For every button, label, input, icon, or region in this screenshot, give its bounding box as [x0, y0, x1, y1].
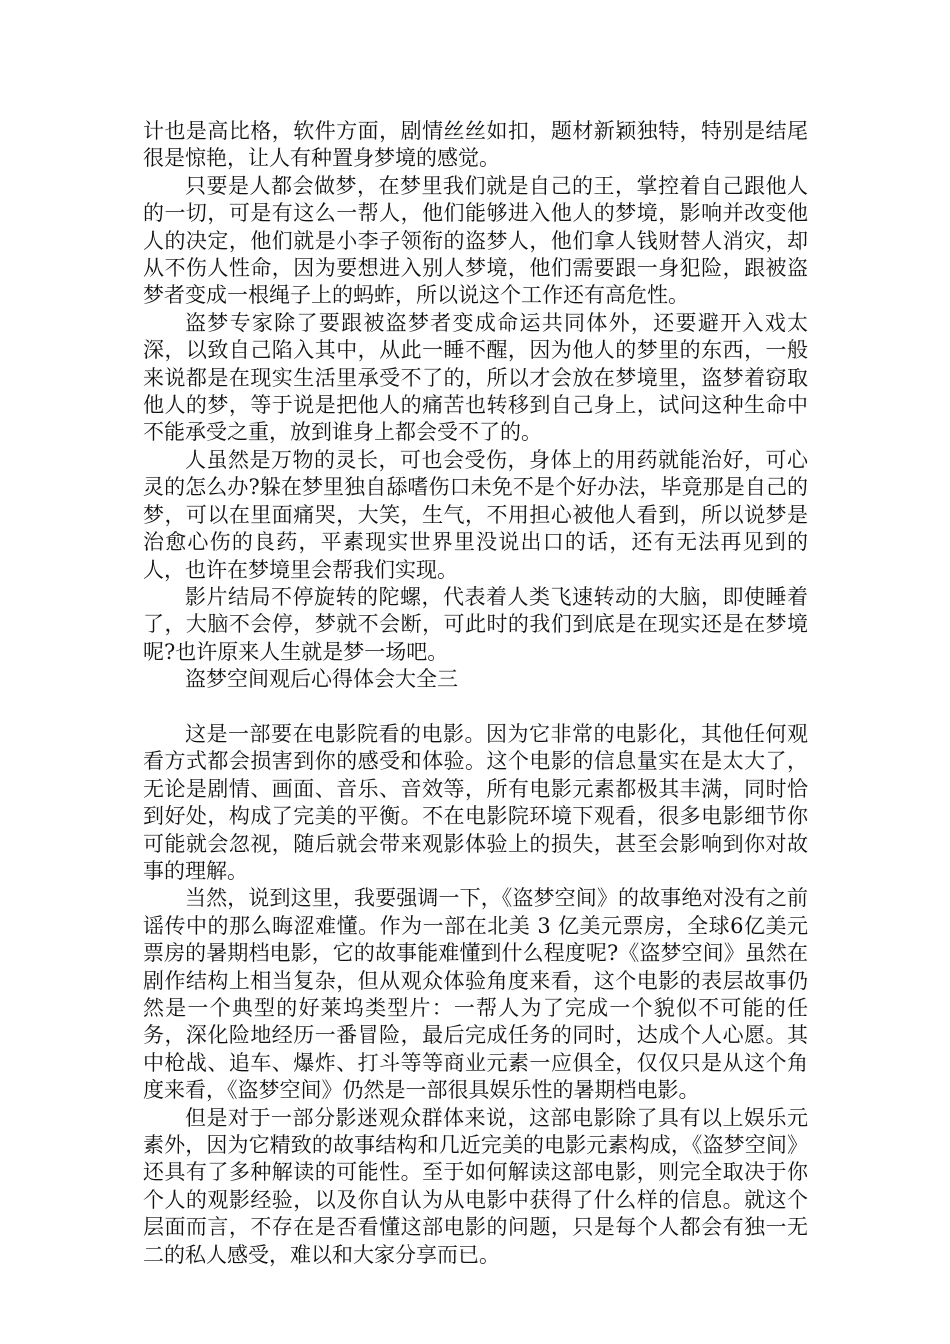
document-page [143, 118, 808, 1269]
paragraph-continuation: 计也是高比格，软件方面，剧情丝丝如扣，题材新颖独特，特别是结尾很是惊艳，让人有种置身梦境的感觉。 [143, 119, 808, 171]
paragraph: 影片结局不停旋转的陀螺，代表着人类飞速转动的大脑，即使睡着了，大脑不会停，梦就不会断，可此时的我们到底是在现实还是在梦境呢?也许原来人生就是梦一场吧。 [143, 584, 808, 664]
section-heading: 盗梦空间观后心得体会大全三 [185, 667, 458, 692]
blank-line [143, 694, 808, 721]
paragraph: 只要是人都会做梦，在梦里我们就是自己的王，掌控着自己跟他人的一切，可是有这么一帮人，他们能够进入他人的梦境，影响并改变他人的决定，他们就是小李子领衔的盗梦人，他们拿人钱财替人消灾，却从不伤人性命，因为要想进入别人梦境，他们需要跟一身犯险，跟被盗梦者变成一根绳子上的蚂蚱，所以说这个工作还有高危性。 [143, 173, 808, 308]
paragraph: 当然，说到这里，我要强调一下，《盗梦空间》的故事绝对没有之前谣传中的那么晦涩难懂。作为一部在北美 3 亿美元票房，全球6亿美元票房的暑期档电影，它的故事能难懂到什么程度呢?《盗梦空间》虽然在剧作结构上相当复杂，但从观众体验角度来看，这个电影的表层故事仍然是一个典型的好莱坞类型片：一帮人为了完成一个貌似不可能的任务，深化险地经历一番冒险，最后完成任务的同时，达成个人心愿。其中枪战、追车、爆炸、打斗等等商业元素一应俱全，仅仅只是从这个角度来看，《盗梦空间》仍然是一部很具娱乐性的暑期档电影。 [143, 886, 808, 1103]
paragraph: 人虽然是万物的灵长，可也会受伤，身体上的用药就能治好，可心灵的怎么办?躲在梦里独自舔嗜伤口未免不是个好办法，毕竟那是自己的梦，可以在里面痛哭，大笑，生气，不用担心被他人看到，所以说梦是治愈心伤的良药，平素现实世界里没说出口的话，还有无法再见到的人，也许在梦境里会帮我们实现。 [143, 447, 808, 582]
paragraph: 这是一部要在电影院看的电影。因为它非常的电影化，其他任何观看方式都会损害到你的感受和体验。这个电影的信息量实在是太大了，无论是剧情、画面、音乐、音效等，所有电影元素都极其丰满，同时恰到好处，构成了完美的平衡。不在电影院环境下观看，很多电影细节你可能就会忽视，随后就会带来观影体验上的损失，甚至会影响到你对故事的理解。 [143, 721, 808, 883]
paragraph: 盗梦专家除了要跟被盗梦者变成命运共同体外，还要避开入戏太深，以致自己陷入其中，从此一睡不醒，因为他人的梦里的东西，一般来说都是在现实生活里承受不了的，所以才会放在梦境里，盗梦着窃取他人的梦，等于说是把他人的痛苦也转移到自己身上，试问这种生命中不能承受之重，放到谁身上都会受不了的。 [143, 310, 808, 445]
paragraph: 但是对于一部分影迷观众群体来说，这部电影除了具有以上娱乐元素外，因为它精致的故事结构和几近完美的电影元素构成，《盗梦空间》还具有了多种解读的可能性。至于如何解读这部电影，则完全取决于你个人的观影经验，以及你自认为从电影中获得了什么样的信息。就这个层面而言，不存在是否看懂这部电影的问题，只是每个人都会有独一无二的私人感受，难以和大家分享而已。 [143, 1105, 808, 1267]
